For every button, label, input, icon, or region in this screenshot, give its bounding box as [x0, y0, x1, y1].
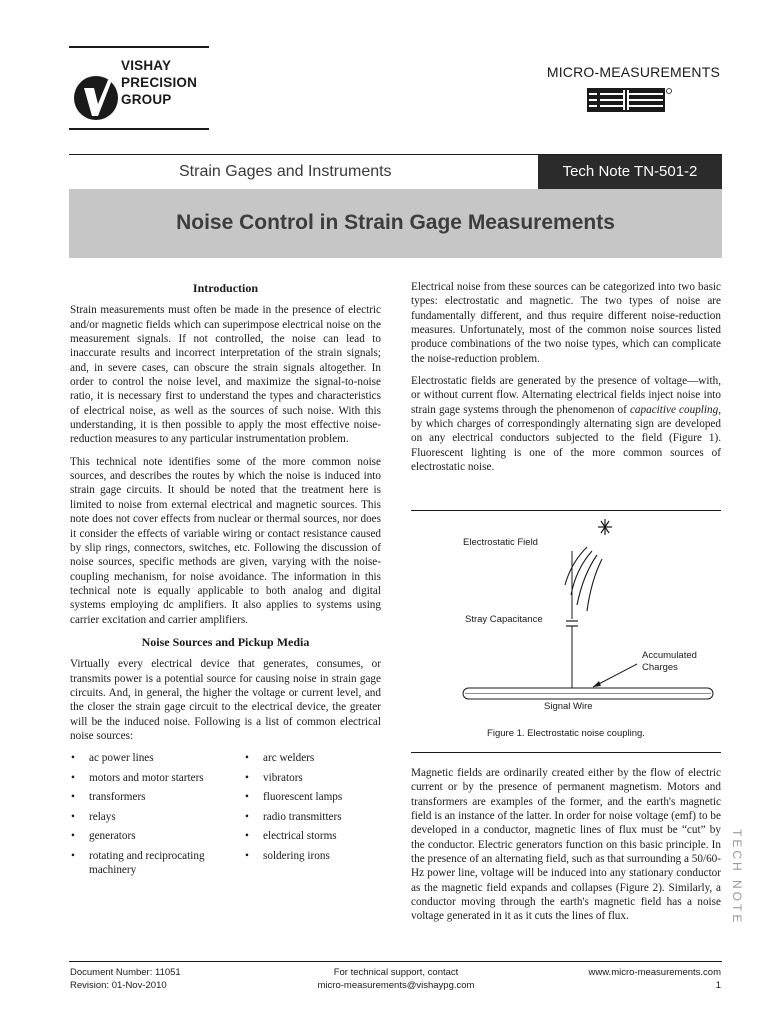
- document-number: Document Number: 11051: [70, 967, 181, 978]
- list-item: • vibrators: [244, 771, 384, 786]
- sources-heading: Noise Sources and Pickup Media: [141, 634, 310, 649]
- category-bar: [69, 154, 722, 189]
- footer-document-info: [70, 967, 181, 992]
- support-text: For technical support, contact: [333, 967, 459, 978]
- label-signal-wire: Signal Wire: [544, 701, 593, 712]
- side-tab-label: TECH NOTE: [730, 829, 744, 926]
- list-item: • soldering irons: [244, 849, 384, 864]
- category-label: Strain Gages and Instruments: [179, 163, 392, 180]
- figure-1-caption: Figure 1. Electrostatic noise coupling.: [487, 728, 645, 739]
- charges-arrow-head-icon: [593, 681, 601, 687]
- footer-support: [296, 967, 496, 992]
- tech-note-badge: Tech Note TN-501-2: [538, 155, 722, 190]
- noise-sources-list: [70, 751, 381, 875]
- list-item: • electrical storms: [244, 829, 384, 844]
- list-item: • rotating and reciprocating machinery: [70, 849, 240, 878]
- right-column-top: [411, 280, 721, 482]
- title-band: [69, 189, 722, 258]
- logo-rule-top: [69, 46, 209, 48]
- page-title: Noise Control in Strain Gage Measurements: [176, 211, 615, 234]
- label-accumulated-charges-2: Charges: [642, 662, 678, 673]
- left-column: [70, 281, 381, 875]
- list-item: • radio transmitters: [244, 810, 384, 825]
- intro-paragraph-2: This technical note identifies some of the more common noise sources, and describes the routes by which the noise is induced into strain gage circuits. It should be noted that the treatment here is limited to noise from external electrical and magnetic sources. This note does not cover effects from nuclear or thermal sources, nor does it consider the effects of variable wiring or contact resistance caused by slip rings, connectors, switches, etc. Following the discussion of noise sources, specific methods are given, varying with the noise-coupling mechanism, for noise avoidance. The information in this technical note is equally applicable to both analog and digital systems employing dc amplifiers. It also applies to systems using carrier excitation and carrier amplifiers.: [70, 455, 381, 626]
- electrostatic-paragraph: [411, 374, 721, 474]
- website-link[interactable]: www.micro-measurements.com: [588, 967, 721, 978]
- logo-line-2: PRECISION: [121, 75, 198, 90]
- page-number: 1: [715, 979, 721, 991]
- figure-1: [411, 511, 721, 751]
- support-email-link[interactable]: micro-measurements@vishaypg.com: [317, 979, 475, 991]
- electrostatic-text-1: Electrostatic fields are generated by the presence of voltage—with, or without current flow. Alternating electrical fields inject noise into strain gage systems through the phenomenon of: [411, 375, 721, 416]
- list-item: • transformers: [70, 790, 240, 805]
- figure-rule-bottom: [411, 752, 721, 753]
- intro-paragraph-1: Strain measurements must often be made in the presence of electric and/or magnetic fields which can superimpose electrical noise on the measurement signals. If not controlled, the noise can lead to inaccurate results and incorrect interpretation of the strain signals; and, in severe cases, can obscure the strain signals altogether. In order to control the noise level, and maximize the signal-to-noise ratio, it is necessary first to understand the types and characteristics of electrical noise, as well as the sources of such noise. With this understanding, it is then possible to apply the most effective noise-reduction measures to any particular instrumentation problem.: [70, 304, 381, 446]
- list-item: • arc welders: [244, 751, 384, 766]
- label-electrostatic-field: Electrostatic Field: [463, 537, 538, 548]
- list-item: • generators: [70, 829, 240, 844]
- electrostatic-coupling-diagram: [411, 511, 721, 726]
- noise-types-paragraph: Electrical noise from these sources can be categorized into two basic types: electrostatic and magnetic. The two types of noise are fundamentally different, and thus require different noise-reduction measures. Unfortunately, most of the common noise sources listed produce combinations of the two noise types, which can complicate the noise-reduction problem.: [411, 281, 721, 365]
- revision-date: Revision: 01-Nov-2010: [70, 979, 167, 991]
- footer-website: [589, 967, 722, 992]
- list-item: • fluorescent lamps: [244, 790, 384, 805]
- list-item: • ac power lines: [70, 751, 240, 766]
- sources-paragraph: Virtually every electrical device that generates, consumes, or transmits power is a potential source for causing noise in strain gage circuits. And, in general, the higher the voltage or current level, and the closer the strain gage circuit to the electrical device, the greater will be the induced noise. Following is a list of common electrical noise sources:: [70, 658, 381, 742]
- intro-heading: Introduction: [192, 281, 259, 295]
- logo-line-1: VISHAY: [121, 58, 172, 73]
- logo-line-3: GROUP: [121, 92, 172, 107]
- vishay-wordmark: [121, 58, 197, 109]
- micro-measurements-logo-icon: [587, 88, 673, 112]
- magnetic-paragraph: Magnetic fields are ordinarily created either by the flow of electric current or by the presence of permanent magnetism. Motors and transformers are examples of the former, and the earth's magnetic field is an instance of the latter. In order for noise voltage (emf) to be developed in a conductor, magnetic lines of flux must be “cut” by the conductor. Electric generators function on this basic principle. In the presence of an alternating field, such as that surrounding a 50/60-Hz power line, voltage will be induced into any stationary conductor as the magnetic field expands and collapses (Figure 2). Similarly, a conductor moving through the earth's magnetic field has a noise voltage generated in it as it cuts the lines of flux.: [411, 767, 721, 923]
- vishay-logo-icon: [72, 74, 120, 122]
- label-stray-capacitance: Stray Capacitance: [465, 614, 543, 625]
- noise-source-star-icon: [598, 519, 612, 535]
- footer-rule: [69, 961, 722, 962]
- brand-name: MICRO-MEASUREMENTS: [546, 64, 720, 80]
- right-column-bottom: [411, 766, 721, 932]
- logo-rule-bottom: [69, 128, 209, 130]
- electrostatic-text-2: by which charges of correspondingly alternating sign are developed on any electrical conductors subjected to the field (Figure 1). Fluorescent lighting is one of the more common sources of electrostatic noise.: [411, 418, 721, 474]
- list-item: • motors and motor starters: [70, 771, 240, 786]
- noise-sources-column-1: [70, 751, 240, 883]
- label-accumulated-charges-1: Accumulated: [642, 650, 697, 661]
- list-item: • relays: [70, 810, 240, 825]
- noise-sources-column-2: [244, 751, 384, 868]
- field-arcs: [565, 547, 602, 611]
- capacitive-coupling-term: capacitive coupling,: [629, 403, 722, 416]
